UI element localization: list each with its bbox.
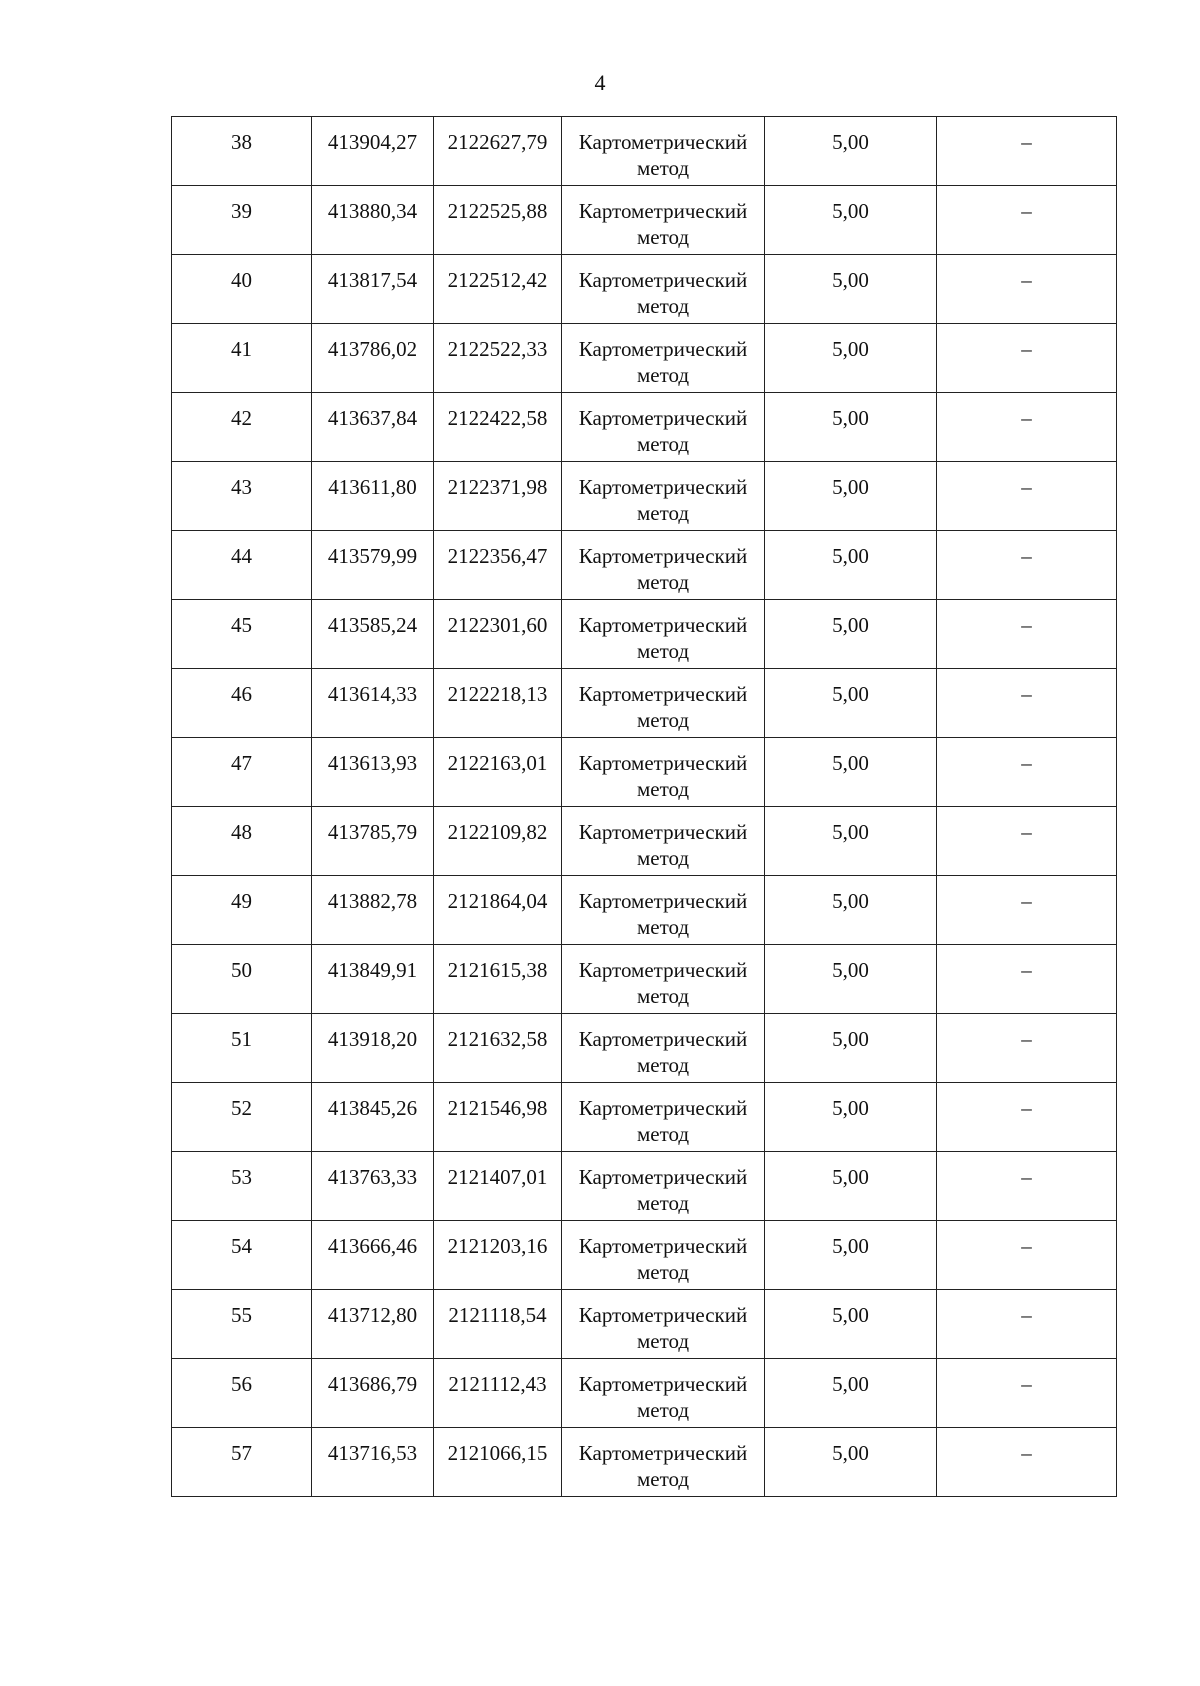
table-row — [172, 393, 1117, 462]
table-row — [172, 807, 1117, 876]
point-number-cell: 49 — [172, 876, 312, 945]
x-coordinate-cell: 413614,33 — [312, 669, 434, 738]
point-number-cell: 48 — [172, 807, 312, 876]
y-coordinate-cell: 2122356,47 — [434, 531, 562, 600]
note-cell: – — [937, 393, 1117, 462]
y-coordinate-cell: 2121546,98 — [434, 1083, 562, 1152]
point-number-cell: 44 — [172, 531, 312, 600]
method-cell: Картометрический метод — [562, 117, 765, 186]
coordinates-table-body — [172, 117, 1117, 1497]
note-cell: – — [937, 876, 1117, 945]
y-coordinate-cell: 2122218,13 — [434, 669, 562, 738]
y-coordinate-cell: 2122522,33 — [434, 324, 562, 393]
method-cell: Картометрический метод — [562, 738, 765, 807]
table-row — [172, 1290, 1117, 1359]
x-coordinate-cell: 413763,33 — [312, 1152, 434, 1221]
method-cell: Картометрический метод — [562, 1428, 765, 1497]
note-cell: – — [937, 1428, 1117, 1497]
table-row — [172, 738, 1117, 807]
x-coordinate-cell: 413904,27 — [312, 117, 434, 186]
method-cell: Картометрический метод — [562, 945, 765, 1014]
method-cell: Картометрический метод — [562, 324, 765, 393]
table-row — [172, 669, 1117, 738]
x-coordinate-cell: 413611,80 — [312, 462, 434, 531]
accuracy-cell: 5,00 — [765, 255, 937, 324]
x-coordinate-cell: 413785,79 — [312, 807, 434, 876]
y-coordinate-cell: 2122163,01 — [434, 738, 562, 807]
note-cell: – — [937, 531, 1117, 600]
note-cell: – — [937, 807, 1117, 876]
y-coordinate-cell: 2121632,58 — [434, 1014, 562, 1083]
point-number-cell: 43 — [172, 462, 312, 531]
accuracy-cell: 5,00 — [765, 1083, 937, 1152]
method-cell: Картометрический метод — [562, 462, 765, 531]
point-number-cell: 42 — [172, 393, 312, 462]
note-cell: – — [937, 738, 1117, 807]
note-cell: – — [937, 324, 1117, 393]
note-cell: – — [937, 1014, 1117, 1083]
x-coordinate-cell: 413817,54 — [312, 255, 434, 324]
method-cell: Картометрический метод — [562, 1152, 765, 1221]
note-cell: – — [937, 600, 1117, 669]
page-number: 4 — [594, 70, 606, 95]
method-cell: Картометрический метод — [562, 1083, 765, 1152]
x-coordinate-cell: 413712,80 — [312, 1290, 434, 1359]
x-coordinate-cell: 413716,53 — [312, 1428, 434, 1497]
y-coordinate-cell: 2121066,15 — [434, 1428, 562, 1497]
point-number-cell: 55 — [172, 1290, 312, 1359]
table-row — [172, 945, 1117, 1014]
accuracy-cell: 5,00 — [765, 117, 937, 186]
accuracy-cell: 5,00 — [765, 186, 937, 255]
table-row — [172, 1014, 1117, 1083]
table-row — [172, 876, 1117, 945]
x-coordinate-cell: 413880,34 — [312, 186, 434, 255]
table-row — [172, 117, 1117, 186]
note-cell: – — [937, 1359, 1117, 1428]
point-number-cell: 50 — [172, 945, 312, 1014]
method-cell: Картометрический метод — [562, 669, 765, 738]
x-coordinate-cell: 413579,99 — [312, 531, 434, 600]
accuracy-cell: 5,00 — [765, 669, 937, 738]
method-cell: Картометрический метод — [562, 1014, 765, 1083]
table-row — [172, 531, 1117, 600]
accuracy-cell: 5,00 — [765, 462, 937, 531]
x-coordinate-cell: 413882,78 — [312, 876, 434, 945]
point-number-cell: 51 — [172, 1014, 312, 1083]
x-coordinate-cell: 413849,91 — [312, 945, 434, 1014]
accuracy-cell: 5,00 — [765, 1359, 937, 1428]
method-cell: Картометрический метод — [562, 255, 765, 324]
x-coordinate-cell: 413637,84 — [312, 393, 434, 462]
method-cell: Картометрический метод — [562, 393, 765, 462]
method-cell: Картометрический метод — [562, 1359, 765, 1428]
note-cell: – — [937, 1221, 1117, 1290]
y-coordinate-cell: 2122627,79 — [434, 117, 562, 186]
note-cell: – — [937, 1083, 1117, 1152]
point-number-cell: 46 — [172, 669, 312, 738]
point-number-cell: 40 — [172, 255, 312, 324]
point-number-cell: 41 — [172, 324, 312, 393]
point-number-cell: 39 — [172, 186, 312, 255]
y-coordinate-cell: 2122371,98 — [434, 462, 562, 531]
y-coordinate-cell: 2121203,16 — [434, 1221, 562, 1290]
table-row — [172, 1152, 1117, 1221]
method-cell: Картометрический метод — [562, 600, 765, 669]
point-number-cell: 54 — [172, 1221, 312, 1290]
accuracy-cell: 5,00 — [765, 1221, 937, 1290]
coordinates-table — [171, 116, 1117, 1497]
x-coordinate-cell: 413613,93 — [312, 738, 434, 807]
note-cell: – — [937, 462, 1117, 531]
table-row — [172, 1428, 1117, 1497]
point-number-cell: 52 — [172, 1083, 312, 1152]
note-cell: – — [937, 669, 1117, 738]
note-cell: – — [937, 945, 1117, 1014]
accuracy-cell: 5,00 — [765, 1014, 937, 1083]
table-row — [172, 1221, 1117, 1290]
method-cell: Картометрический метод — [562, 186, 765, 255]
point-number-cell: 57 — [172, 1428, 312, 1497]
note-cell: – — [937, 186, 1117, 255]
accuracy-cell: 5,00 — [765, 393, 937, 462]
accuracy-cell: 5,00 — [765, 945, 937, 1014]
accuracy-cell: 5,00 — [765, 1428, 937, 1497]
y-coordinate-cell: 2122422,58 — [434, 393, 562, 462]
x-coordinate-cell: 413786,02 — [312, 324, 434, 393]
method-cell: Картометрический метод — [562, 1290, 765, 1359]
accuracy-cell: 5,00 — [765, 531, 937, 600]
table-row — [172, 1359, 1117, 1428]
point-number-cell: 38 — [172, 117, 312, 186]
x-coordinate-cell: 413918,20 — [312, 1014, 434, 1083]
method-cell: Картометрический метод — [562, 531, 765, 600]
y-coordinate-cell: 2121407,01 — [434, 1152, 562, 1221]
table-row — [172, 462, 1117, 531]
method-cell: Картометрический метод — [562, 1221, 765, 1290]
table-row — [172, 1083, 1117, 1152]
note-cell: – — [937, 255, 1117, 324]
y-coordinate-cell: 2122109,82 — [434, 807, 562, 876]
accuracy-cell: 5,00 — [765, 876, 937, 945]
note-cell: – — [937, 117, 1117, 186]
x-coordinate-cell: 413585,24 — [312, 600, 434, 669]
y-coordinate-cell: 2122512,42 — [434, 255, 562, 324]
y-coordinate-cell: 2121118,54 — [434, 1290, 562, 1359]
table-row — [172, 255, 1117, 324]
y-coordinate-cell: 2121864,04 — [434, 876, 562, 945]
point-number-cell: 45 — [172, 600, 312, 669]
accuracy-cell: 5,00 — [765, 738, 937, 807]
point-number-cell: 56 — [172, 1359, 312, 1428]
accuracy-cell: 5,00 — [765, 1152, 937, 1221]
table-row — [172, 324, 1117, 393]
note-cell: – — [937, 1290, 1117, 1359]
table-row — [172, 186, 1117, 255]
point-number-cell: 47 — [172, 738, 312, 807]
accuracy-cell: 5,00 — [765, 1290, 937, 1359]
point-number-cell: 53 — [172, 1152, 312, 1221]
x-coordinate-cell: 413666,46 — [312, 1221, 434, 1290]
x-coordinate-cell: 413686,79 — [312, 1359, 434, 1428]
accuracy-cell: 5,00 — [765, 324, 937, 393]
x-coordinate-cell: 413845,26 — [312, 1083, 434, 1152]
accuracy-cell: 5,00 — [765, 807, 937, 876]
y-coordinate-cell: 2121112,43 — [434, 1359, 562, 1428]
y-coordinate-cell: 2122525,88 — [434, 186, 562, 255]
accuracy-cell: 5,00 — [765, 600, 937, 669]
y-coordinate-cell: 2122301,60 — [434, 600, 562, 669]
method-cell: Картометрический метод — [562, 807, 765, 876]
method-cell: Картометрический метод — [562, 876, 765, 945]
y-coordinate-cell: 2121615,38 — [434, 945, 562, 1014]
note-cell: – — [937, 1152, 1117, 1221]
table-row — [172, 600, 1117, 669]
